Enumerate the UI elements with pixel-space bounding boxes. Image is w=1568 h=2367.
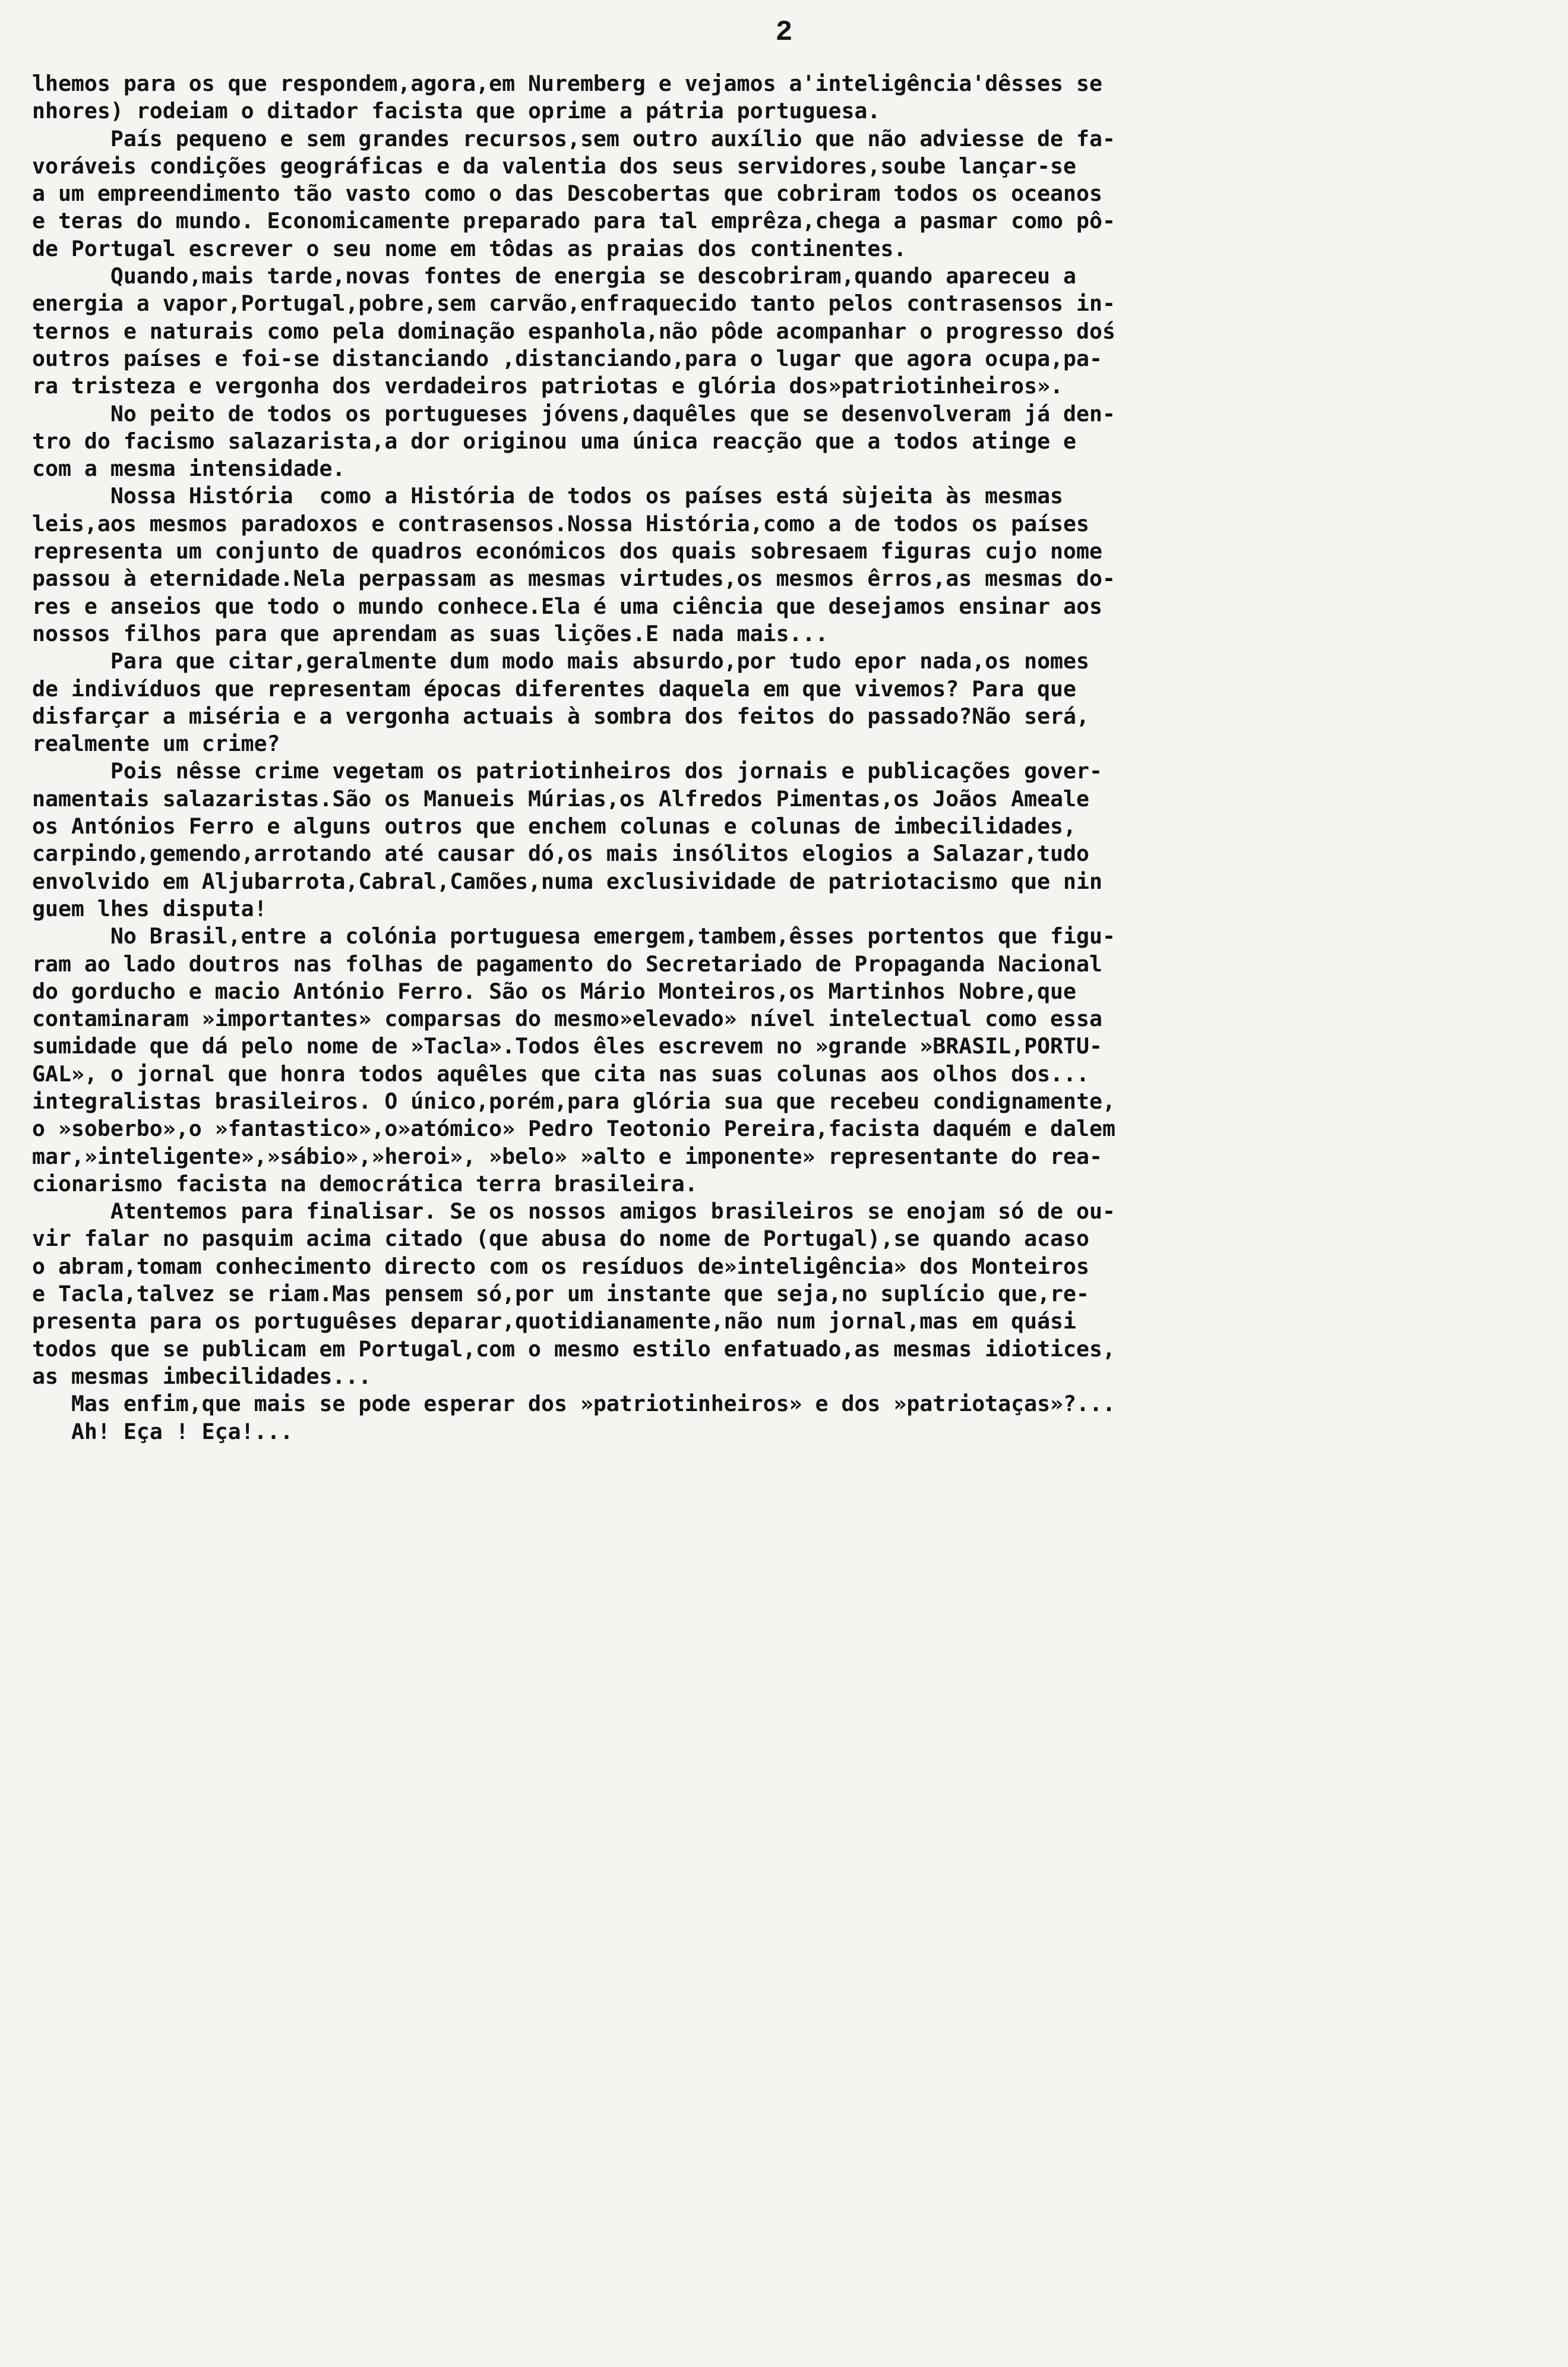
text-line: o abram,tomam conhecimento directo com os resíduos de»inteligência» dos Monteiros [32,1253,1089,1279]
text-line: realmente um crime? [32,731,280,757]
text-line: cionarismo facista na democrática terra brasileira. [32,1170,698,1197]
text-line: carpindo,gemendo,arrotando até causar dó,os mais insólitos elogios a Salazar,tudo [32,841,1089,867]
text-line: todos que se publicam em Portugal,com o mesmo estilo enfatuado,as mesmas idiotices, [32,1336,1115,1362]
text-line: do gorducho e macio António Ferro. São os Mário Monteiros,os Martinhos Nobre,que [32,978,1076,1004]
text-line: Quando,mais tarde,novas fontes de energia se descobriram,quando apareceu a [32,263,1076,289]
text-line: guem lhes disputa! [32,895,267,921]
text-line: o »soberbo»,o »fantastico»,o»atómico» Pedro Teotonio Pereira,facista daquém e dalem [32,1116,1115,1142]
text-line: disfarçar a miséria e a vergonha actuais à sombra dos feitos do passado?Não será, [32,703,1089,729]
text-line: No peito de todos os portugueses jóvens,daquêles que se desenvolveram já den- [32,400,1115,427]
text-line: e teras do mundo. Economicamente preparado para tal emprêza,chega a pasmar como pô- [32,208,1115,234]
text-line: País pequeno e sem grandes recursos,sem outro auxílio que não adviesse de fa- [32,125,1115,152]
text-line: mar,»inteligente»,»sábio»,»heroi», »belo» »alto e imponente» representante do rea- [32,1143,1102,1169]
text-line: outros países e foi-se distanciando ,distanciando,para o lugar que agora ocupa,pa- [32,345,1102,371]
text-line: nossos filhos para que aprendam as suas lições.E nada mais... [32,620,829,646]
text-line: tro do facismo salazarista,a dor originou uma única reacção que a todos atinge e [32,428,1076,454]
text-line: Para que citar,geralmente dum modo mais absurdo,por tudo epor nada,os nomes [32,648,1089,674]
text-line: contaminaram »importantes» comparsas do mesmo»elevado» nível intelectual como essa [32,1006,1102,1032]
text-line: energia a vapor,Portugal,pobre,sem carvão,enfraquecido tanto pelos contrasensos in- [32,291,1115,317]
text-line: Atentemos para finalisar. Se os nossos amigos brasileiros se enojam só de ou- [32,1198,1115,1224]
text-line: as mesmas imbecilidades... [32,1363,372,1389]
text-line: ram ao lado doutros nas folhas de pagamento do Secretariado de Propaganda Nacional [32,951,1102,977]
text-line: passou à eternidade.Nela perpassam as mesmas virtudes,os mesmos êrros,as mesmas do- [32,566,1115,592]
text-line: ternos e naturais como pela dominação espanhola,não pôde acompanhar o progresso doś [32,318,1115,344]
text-line: representa um conjunto de quadros económicos dos quais sobresaem figuras cujo nome [32,538,1102,564]
text-line: e Tacla,talvez se riam.Mas pensem só,por um instante que seja,no suplício que,re- [32,1281,1089,1307]
text-line: com a mesma intensidade. [32,456,346,482]
text-line: voráveis condições geográficas e da valentia dos seus servidores,soube lançar-se [32,153,1076,179]
text-line: ra tristeza e vergonha dos verdadeiros patriotas e glória dos»patriotinheiros». [32,373,1064,399]
text-line: GAL», o jornal que honra todos aquêles que cita nas suas colunas aos olhos dos... [32,1061,1089,1087]
text-line: Ah! Eça ! Eça!... [32,1418,293,1444]
text-line: a um empreendimento tão vasto como o das Descobertas que cobriram todos os oceanos [32,181,1102,207]
text-line: os Antónios Ferro e alguns outros que enchem colunas e colunas de imbecilidades, [32,813,1076,840]
text-line: Nossa História como a História de todos os países está sùjeita às mesmas [32,483,1064,509]
text-line: No Brasil,entre a colónia portuguesa emergem,tambem,êsses portentos que figu- [32,923,1115,949]
text-line: Pois nêsse crime vegetam os patriotinheiros dos jornais e publicações gover- [32,758,1102,784]
text-line: namentais salazaristas.São os Manueis Múrias,os Alfredos Pimentas,os Joãos Ameale [32,785,1089,812]
text-line: de Portugal escrever o seu nome em tôdas as praias dos continentes. [32,235,907,261]
text-line: sumidade que dá pelo nome de »Tacla».Todos êles escrevem no »grande »BRASIL,PORTU- [32,1033,1102,1059]
text-line: de indivíduos que representam épocas diferentes daquela em que vivemos? Para que [32,676,1076,702]
text-line: lhemos para os que respondem,agora,em Nuremberg e vejamos a'inteligência'dêsses se [32,71,1102,96]
text-line: leis,aos mesmos paradoxos e contrasensos.Nossa História,como a de todos os países [32,510,1089,536]
text-line: nhores) rodeiam o ditador facista que oprime a pátria portuguesa. [32,98,881,124]
text-line: integralistas brasileiros. O único,porém,para glória sua que recebeu condignamente, [32,1088,1115,1114]
body-text [32,70,1529,1446]
page-number: 2 [775,17,793,49]
text-line: envolvido em Aljubarrota,Cabral,Camões,numa exclusividade de patriotacismo que nin [32,868,1102,894]
text-line: res e anseios que todo o mundo conhece.Ela é uma ciência que desejamos ensinar aos [32,593,1102,619]
text-line: Mas enfim,que mais se pode esperar dos »patriotinheiros» e dos »patriotaças»?... [32,1391,1115,1417]
text-line: presenta para os portuguêses deparar,quotidianamente,não num jornal,mas em quási [32,1308,1076,1334]
text-line: vir falar no pasquim acima citado (que abusa do nome de Portugal),se quando acaso [32,1226,1089,1252]
